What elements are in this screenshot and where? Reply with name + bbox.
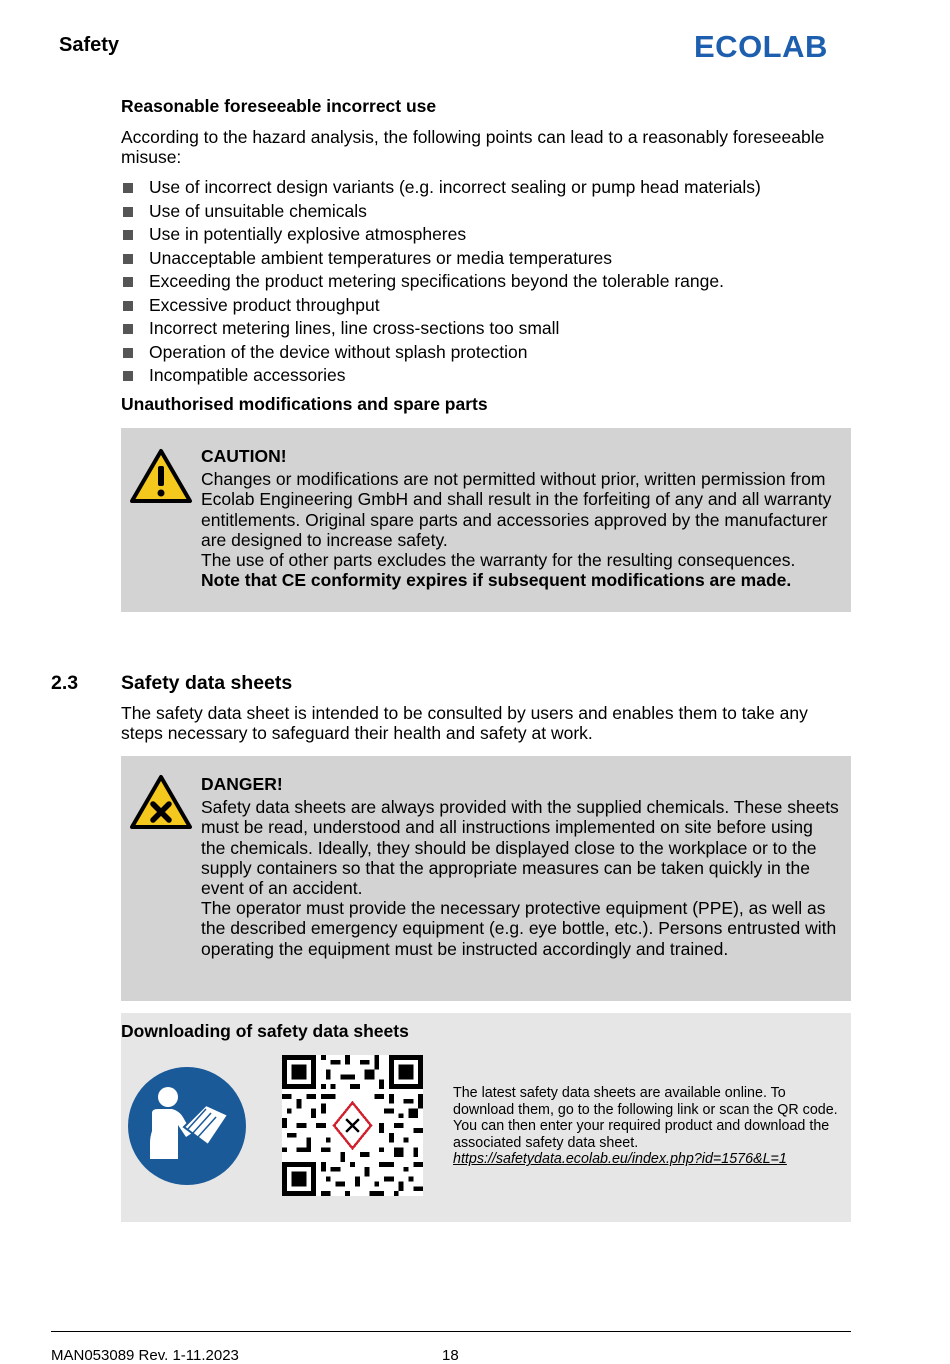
list-item: Operation of the device without splash protection	[121, 341, 761, 365]
list-item: Excessive product throughput	[121, 294, 761, 318]
logo-text: ECOLAB	[694, 30, 828, 62]
download-description: The latest safety data sheets are available online. To download them, go to the following link or scan the QR code. You can then enter your required product and download the associated safety data sheet.	[453, 1085, 838, 1151]
bullet-square-icon	[123, 301, 133, 311]
danger-paragraph: The operator must provide the necessary protective equipment (PPE), as well as the described emergency equipment (e.g. eye bottle, etc.). Persons entrusted with operating the equipment must be instructed accordingly and trained.	[201, 898, 837, 959]
bullet-square-icon	[123, 254, 133, 264]
danger-title: DANGER!	[201, 774, 283, 794]
modifications-heading: Unauthorised modifications and spare parts	[121, 394, 488, 414]
list-item: Exceeding the product metering specifications beyond the tolerable range.	[121, 270, 761, 294]
caution-note: Note that CE conformity expires if subsequent modifications are made.	[201, 570, 792, 591]
incorrect-use-intro: According to the hazard analysis, the following points can lead to a reasonably foreseeable misuse:	[121, 127, 825, 167]
caution-paragraph: Changes or modifications are not permitted without prior, written permission from Ecolab Engineering GmbH and shall result in the forfeiting of any and all warranty entitlements. Original spare parts and accessories approved by the manufacturer are designed to increase safety.	[201, 469, 832, 550]
list-item: Use in potentially explosive atmospheres	[121, 223, 761, 247]
bullet-square-icon	[123, 371, 133, 381]
list-item: Incorrect metering lines, line cross-sections too small	[121, 317, 761, 341]
danger-box	[121, 756, 851, 1001]
caution-title: CAUTION!	[201, 446, 287, 466]
section-intro: The safety data sheet is intended to be consulted by users and enables them to take any steps necessary to safeguard their health and safety at work.	[121, 703, 808, 743]
footer-doc-number: MAN053089 Rev. 1-11.2023	[51, 1347, 239, 1364]
bullet-square-icon	[123, 230, 133, 240]
warning-triangle-icon	[129, 448, 193, 504]
list-item: Incompatible accessories	[121, 364, 761, 388]
ecolab-logo	[694, 30, 844, 62]
bullet-square-icon	[123, 277, 133, 287]
list-item: Use of unsuitable chemicals	[121, 200, 761, 224]
list-item: Use of incorrect design variants (e.g. incorrect sealing or pump head materials)	[121, 176, 761, 200]
page-header-title: Safety	[59, 34, 120, 56]
read-manual-icon	[128, 1067, 246, 1185]
footer-page-number: 18	[442, 1347, 459, 1364]
section-number: 2.3	[51, 672, 79, 694]
qr-code[interactable]	[282, 1055, 423, 1196]
danger-paragraph: Safety data sheets are always provided with the supplied chemicals. These sheets must be read, understood and all instructions implemented on site before using the chemicals. Ideally, they should be displayed close to the workplace or to the supply containers so that the appropriate measures can be taken quickly in the event of an accident.	[201, 797, 839, 899]
harmful-xn-icon	[129, 774, 193, 830]
danger-text	[201, 774, 841, 959]
bullet-square-icon	[123, 348, 133, 358]
download-text	[453, 1085, 838, 1168]
caution-text	[201, 446, 841, 590]
incorrect-use-list	[121, 176, 761, 388]
caution-paragraph: The use of other parts excludes the warranty for the resulting consequences.	[201, 550, 796, 571]
download-box	[121, 1013, 851, 1222]
bullet-square-icon	[123, 324, 133, 334]
bullet-square-icon	[123, 207, 133, 217]
caution-box	[121, 428, 851, 612]
footer-divider	[51, 1331, 851, 1332]
section-title: Safety data sheets	[121, 672, 293, 694]
download-heading: Downloading of safety data sheets	[121, 1021, 409, 1041]
safety-data-link[interactable]: https://safetydata.ecolab.eu/index.php?id=1576&L=1	[453, 1151, 787, 1168]
list-item: Unacceptable ambient temperatures or media temperatures	[121, 247, 761, 271]
incorrect-use-heading: Reasonable foreseeable incorrect use	[121, 96, 437, 116]
bullet-square-icon	[123, 183, 133, 193]
